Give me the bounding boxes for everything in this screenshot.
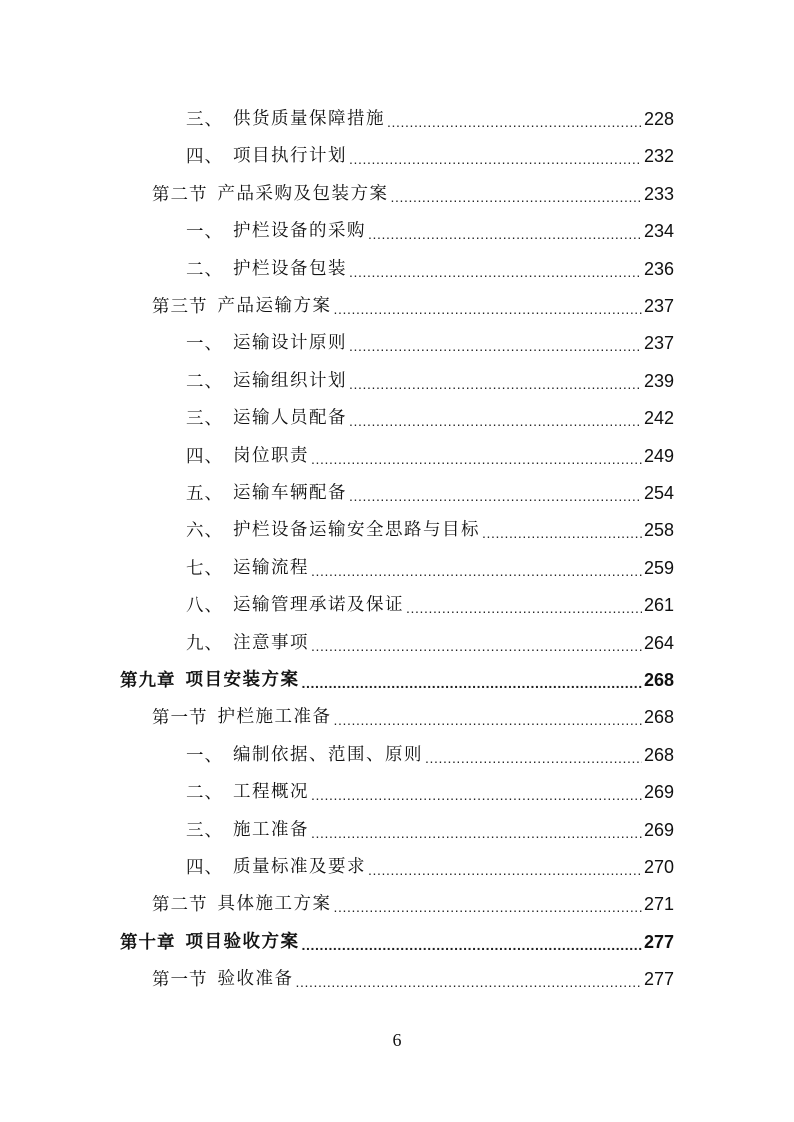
toc-entry-page: 261	[643, 595, 674, 616]
toc-entry-title: 运输车辆配备	[233, 483, 347, 503]
toc-entry[interactable]	[186, 553, 674, 583]
toc-entry-number: 四、	[186, 445, 223, 466]
toc-entry-number: 三、	[186, 408, 223, 429]
toc-entry-number: 九、	[186, 632, 223, 653]
toc-entry-page: 268	[643, 707, 674, 728]
toc-entry-title: 运输组织计划	[233, 370, 347, 391]
toc-entry[interactable]	[152, 179, 674, 209]
toc-entry-page: 254	[643, 483, 674, 503]
toc-entry-number: 第一节	[152, 707, 208, 728]
toc-entry-title: 产品采购及包装方案	[217, 183, 389, 204]
toc-entry[interactable]	[186, 777, 674, 807]
dot-leader	[368, 858, 642, 882]
toc-entry-page: 277	[643, 931, 674, 952]
dot-leader	[311, 783, 642, 807]
toc-entry[interactable]	[186, 852, 674, 882]
toc-entry[interactable]	[186, 515, 674, 545]
toc-entry-page: 269	[643, 819, 674, 840]
dot-leader	[482, 521, 642, 545]
dot-leader	[334, 708, 642, 732]
toc-entry[interactable]	[186, 328, 674, 358]
dot-leader	[311, 559, 642, 583]
toc-entry-title: 编制依据、范围、原则	[233, 744, 423, 765]
toc-entry-title: 验收准备	[217, 969, 294, 990]
toc-entry[interactable]	[186, 104, 674, 134]
dot-leader	[391, 185, 642, 209]
toc-entry-number: 一、	[186, 333, 223, 354]
dot-leader	[349, 334, 642, 358]
toc-entry-number: 二、	[186, 370, 223, 391]
toc-entry[interactable]	[152, 702, 674, 732]
dot-leader	[334, 895, 642, 919]
toc-entry-page: 242	[643, 408, 674, 429]
toc-entry-page: 270	[643, 857, 674, 877]
toc-entry-title: 护栏设备包装	[233, 258, 347, 279]
toc-entry-number: 二、	[186, 258, 223, 279]
toc-entry[interactable]	[186, 441, 674, 471]
toc-entry[interactable]	[186, 628, 674, 658]
toc-entry-number: 第二节	[152, 183, 208, 204]
toc-entry[interactable]	[186, 366, 674, 396]
toc-entry[interactable]	[186, 254, 674, 284]
toc-entry-number: 一、	[186, 221, 223, 242]
toc-entry-page: 237	[643, 296, 674, 316]
toc-entry-title: 施工准备	[233, 819, 309, 840]
toc-entry-title: 注意事项	[233, 632, 309, 653]
toc-entry-title: 运输人员配备	[233, 408, 347, 429]
toc-entry-number: 三、	[186, 109, 223, 129]
toc-entry-number: 四、	[186, 146, 223, 167]
dot-leader	[311, 447, 642, 471]
toc-entry-number: 第二节	[152, 894, 208, 915]
toc-entry-title: 护栏设备运输安全思路与目标	[233, 520, 480, 541]
toc-entry-title: 项目验收方案	[185, 931, 300, 952]
toc-entry-title: 产品运输方案	[217, 296, 332, 316]
toc-entry-number: 六、	[186, 520, 223, 541]
dot-leader	[349, 484, 642, 508]
toc-entry[interactable]	[120, 927, 674, 957]
dot-leader	[349, 147, 642, 171]
toc-entry-page: 277	[643, 969, 674, 990]
toc-entry-title: 项目执行计划	[233, 146, 347, 167]
toc-entry-title: 工程概况	[233, 782, 309, 803]
toc-entry-title: 护栏施工准备	[217, 707, 332, 728]
dot-leader	[349, 372, 642, 396]
toc-entry-number: 五、	[186, 483, 223, 503]
toc-entry-title: 运输管理承诺及保证	[233, 595, 404, 616]
toc-entry-page: 233	[643, 183, 674, 204]
toc-entry-number: 一、	[186, 744, 223, 765]
toc-entry-page: 236	[643, 258, 674, 279]
toc-entry-title: 护栏设备的采购	[233, 221, 366, 242]
toc-entry-number: 二、	[186, 782, 223, 803]
toc-entry-page: 259	[643, 557, 674, 578]
toc-entry[interactable]	[186, 740, 674, 770]
dot-leader	[296, 970, 642, 994]
toc-entry-title: 运输流程	[233, 557, 309, 578]
dot-leader	[406, 596, 642, 620]
toc-entry-page: 264	[643, 632, 674, 653]
toc-entry-title: 岗位职责	[233, 445, 309, 466]
toc-entry-number: 三、	[186, 819, 223, 840]
toc-entry-page: 232	[643, 146, 674, 167]
toc-entry-page: 269	[643, 782, 674, 803]
dot-leader	[311, 821, 642, 845]
dot-leader	[425, 746, 642, 770]
toc-entry[interactable]	[186, 141, 674, 171]
toc-entry-number: 第九章	[120, 670, 176, 690]
dot-leader	[334, 297, 642, 321]
toc-entry-number: 第三节	[152, 296, 208, 316]
dot-leader	[387, 110, 642, 134]
toc-entry[interactable]	[152, 291, 674, 321]
toc-entry-number: 第一节	[152, 969, 208, 990]
toc-entry-page: 271	[643, 894, 674, 915]
toc-entry-page: 249	[643, 445, 674, 466]
toc-entry-title: 供货质量保障措施	[233, 109, 385, 129]
toc-entry[interactable]	[186, 403, 674, 433]
dot-leader	[349, 260, 642, 284]
toc-entry-title: 质量标准及要求	[233, 857, 366, 877]
toc-entry-number: 七、	[186, 557, 223, 578]
toc-entry[interactable]	[186, 590, 674, 620]
toc-entry[interactable]	[186, 478, 674, 508]
toc-entry[interactable]	[186, 216, 674, 246]
page-number: 6	[392, 1030, 402, 1050]
toc-entry-page: 258	[643, 520, 674, 541]
toc-entry[interactable]	[120, 665, 674, 695]
toc-entry-number: 八、	[186, 595, 223, 616]
toc-entry-number: 四、	[186, 857, 223, 877]
dot-leader	[302, 671, 642, 695]
toc-entry-title: 运输设计原则	[233, 333, 347, 354]
dot-leader	[311, 634, 642, 658]
dot-leader	[349, 409, 642, 433]
toc-entry-page: 239	[643, 370, 674, 391]
toc-entry[interactable]	[152, 964, 674, 994]
toc-entry-number: 第十章	[120, 931, 176, 952]
toc-entry-page: 268	[643, 744, 674, 765]
toc-entry-title: 具体施工方案	[217, 894, 332, 915]
toc-entry[interactable]	[152, 889, 674, 919]
toc-entry-page: 228	[643, 109, 674, 129]
toc-entry-page: 268	[643, 670, 674, 690]
dot-leader	[302, 933, 642, 957]
toc-entry-page: 237	[643, 333, 674, 354]
dot-leader	[368, 222, 642, 246]
toc-entry[interactable]	[186, 815, 674, 845]
toc-entry-page: 234	[643, 221, 674, 242]
toc-entry-title: 项目安装方案	[185, 670, 300, 690]
